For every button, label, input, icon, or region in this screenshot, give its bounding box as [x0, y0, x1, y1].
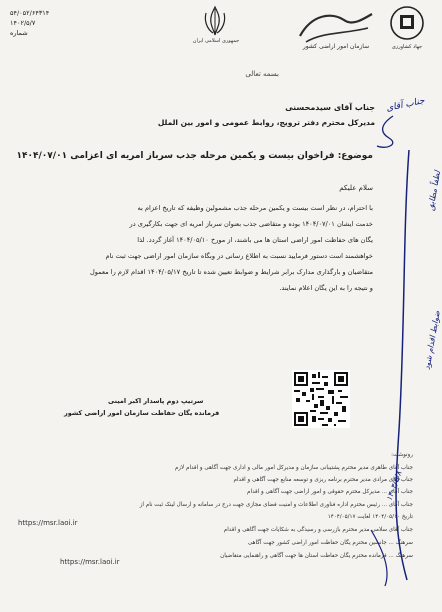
letter-subject: موضوع: فراخوان بیست و یکمین مرحله جذب سرباز امریه ای اعزامی ۱۴۰۴/۰۷/۰۱ — [16, 151, 373, 161]
cc-line: رونوشت: — [391, 452, 413, 458]
body-line: خواهشمند است دستور فرمایید نسبت به اطلاع رسانی در وبگاه سازمان امور اراضی جهت ثبت نام — [105, 252, 373, 260]
handwritten-note: ۱۴۰۴/۵/۸ — [384, 470, 404, 503]
org-logo-text: سازمان امور اراضی کشور — [302, 43, 370, 50]
number-label: شماره — [10, 29, 28, 37]
org-logo-icon — [292, 6, 380, 50]
registration-link[interactable]: https://msr.laoi.ir — [60, 558, 120, 566]
jihad-logo-text: جهاد کشاورزی — [391, 44, 423, 50]
iran-emblem-icon — [200, 5, 230, 37]
cc-line: جناب آقای ... مدیرکل محترم حقوقی و امور اراضی جهت آگاهی و اقدام — [247, 489, 413, 495]
cc-line: جناب آقای ... رئیس محترم اداره فناوری اطلاعات و امنیت فضای مجازی جهت درج در سامانه و ارسال لینک ثبت نام از — [139, 502, 413, 508]
cc-line: سرهنگ ... جانشین محترم یگان حفاظت امور اراضی کشور جهت آگاهی — [247, 540, 413, 546]
addressee-role: مدیرکل محترم دفتر ترویج، روابط عمومی و امور بین الملل — [157, 118, 375, 127]
cc-line: جناب آقای مرادی مدیر محترم برنامه ریزی و توسعه منابع جهت آگاهی و اقدام — [233, 477, 413, 483]
signatory-name: سرتیپ دوم پاسدار اکبر امینی — [108, 397, 204, 405]
cc-line: سرهنگ ... فرمانده محترم یگان حفاظت استان ها جهت آگاهی و راهنمایی متقاضیان — [220, 553, 413, 559]
cc-line: جناب آقای طاهری مدیر محترم پشتیبانی سازمان و مدیرکل امور مالی و اداری جهت آگاهی و اقدام لازم — [174, 465, 413, 471]
addressee-title: جناب آقای سیدمحسنی — [285, 103, 375, 112]
body-line: یگان های حفاظت امور اراضی استان ها می باشند، از مورخ ۱۴۰۴/۰۵/۱۰ آغاز گردد. لذا — [137, 236, 373, 244]
body-line: و نتیجه را به این یگان اعلام نمایند. — [279, 284, 373, 292]
body-line: متقاضیان و بارگذاری مدارک برابر شرایط و ضوابط تعیین شده تا تاریخ ۱۴۰۴/۰۵/۱۷ اقدام لازم را معمول — [89, 268, 373, 276]
signatory-title: فرمانده یگان حفاظت سازمان امور اراضی کشور — [64, 409, 220, 417]
handwritten-note: لطفاً مطابق — [426, 170, 442, 212]
cc-line: تاریخ ۱۴۰۴/۰۵/۱۰ لغایت ۱۴۰۴/۰۵/۱۷ — [327, 514, 413, 520]
handwritten-note: ضوابط اقدام شود — [422, 310, 442, 371]
salutation: سلام علیکم — [339, 184, 373, 192]
cc-line: جناب آقای سلامی مدیر محترم بازرسی و رسیدگی به شکایات جهت آگاهی و اقدام — [223, 527, 413, 533]
emblem-caption: جمهوری اسلامی ایران — [192, 38, 240, 44]
body-line: با احترام، در نظر است بیست و یکمین مرحله جذب مشمولین وظیفه که تاریخ اعزام به — [137, 204, 373, 212]
qr-code-icon — [292, 370, 350, 428]
handwritten-note: جناب آقای — [385, 96, 426, 114]
letter-number-block — [10, 8, 49, 38]
letter-number: ۵۴/۰۵۲/۶۴۳۱۴ — [10, 9, 50, 17]
registration-link[interactable]: https://msr.laoi.ir — [18, 519, 78, 527]
jihad-logo-icon — [386, 4, 428, 50]
letter-heading-small: بسمه تعالی — [245, 70, 279, 78]
handwritten-bracket-icon — [363, 110, 429, 590]
letter-date: ۱۴۰۲/۵/۷ — [10, 19, 36, 27]
body-line: خدمت ایشان ۱۴۰۴/۰۷/۰۱ بوده و متقاضی جذب بعنوان سرباز امریه ای جهت بکارگیری در — [129, 220, 373, 228]
